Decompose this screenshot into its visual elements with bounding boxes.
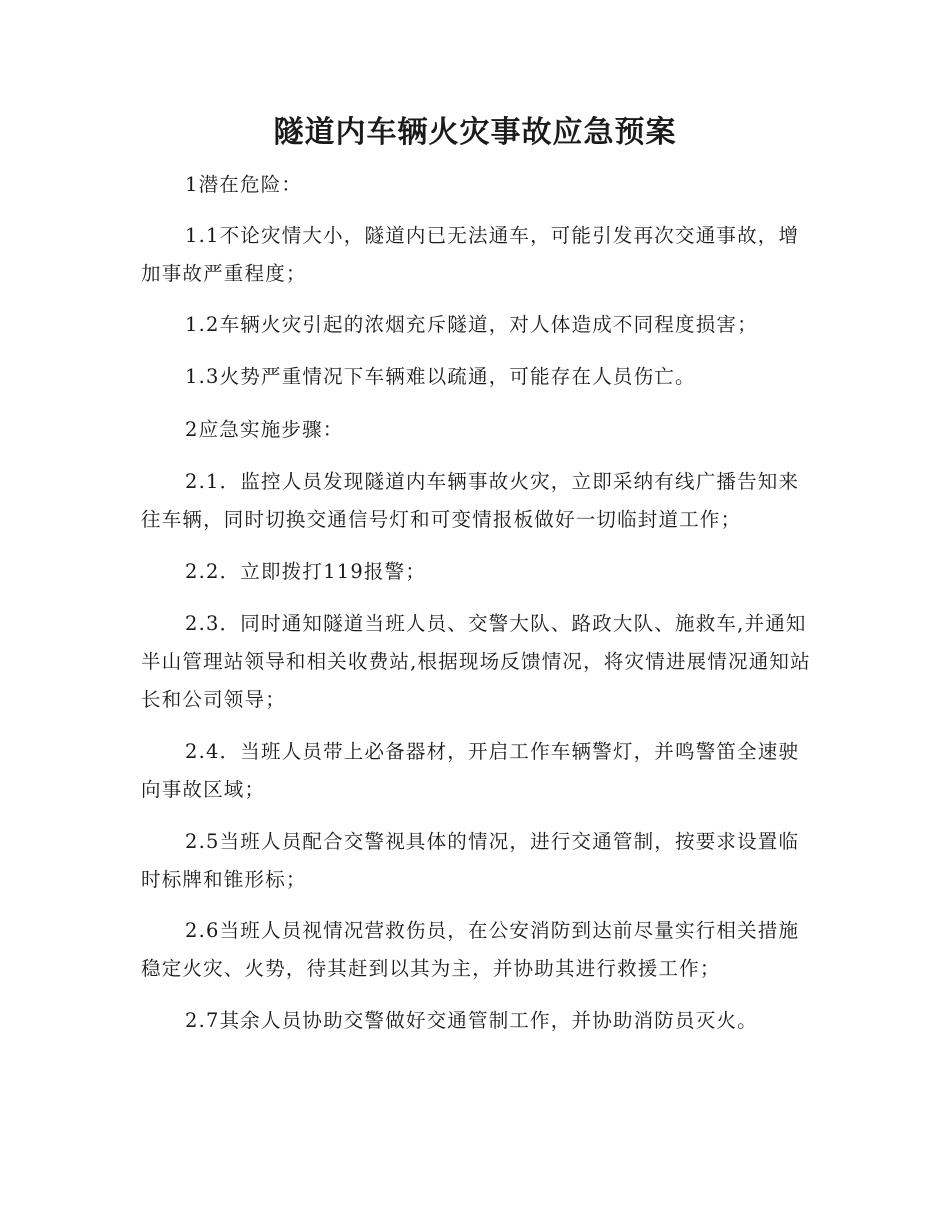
paragraph-1-2: 1.2车辆火灾引起的浓烟充斥隧道，对人体造成不同程度损害； [185, 313, 758, 336]
paragraph-2-5: 2.5当班人员配合交警视具体的情况，进行交通管制，按要求设置临时标牌和锥形标； [141, 830, 800, 891]
paragraph-1: 1潜在危险： [185, 173, 303, 196]
paragraph-2-1: 2.1．监控人员发现隧道内车辆事故火灾，立即采纳有线广播告知来往车辆，同时切换交通信号灯和可变情报板做好一切临封道工作； [141, 470, 800, 531]
paragraph-2-2: 2.2．立即拨打119报警； [185, 560, 427, 583]
paragraph-2-3: 2.3．同时通知隧道当班人员、交警大队、路政大队、施救车,并通知半山管理站领导和相关收费站,根据现场反馈情况，将灾情进展情况通知站长和公司领导； [141, 612, 811, 711]
paragraph-1-3: 1.3火势严重情况下车辆难以疏通，可能存在人员伤亡。 [185, 365, 696, 388]
paragraph-2-7: 2.7其余人员协助交警做好交通管制工作，并协助消防员灭火。 [185, 1009, 758, 1032]
paragraph-1-1: 1.1不论灾情大小，隧道内已无法通车，可能引发再次交通事故，增加事故严重程度； [141, 224, 800, 285]
paragraph-2-6: 2.6当班人员视情况营救伤员，在公安消防到达前尽量实行相关措施稳定火灾、火势，待其赶到以其为主，并协助其进行救援工作； [141, 919, 800, 980]
paragraph-2: 2应急实施步骤： [185, 418, 344, 441]
paragraph-2-4: 2.4．当班人员带上必备器材，开启工作车辆警灯，并鸣警笛全速驶向事故区域； [141, 740, 800, 801]
document-title: 隧道内车辆火灾事故应急预案 [273, 115, 677, 150]
